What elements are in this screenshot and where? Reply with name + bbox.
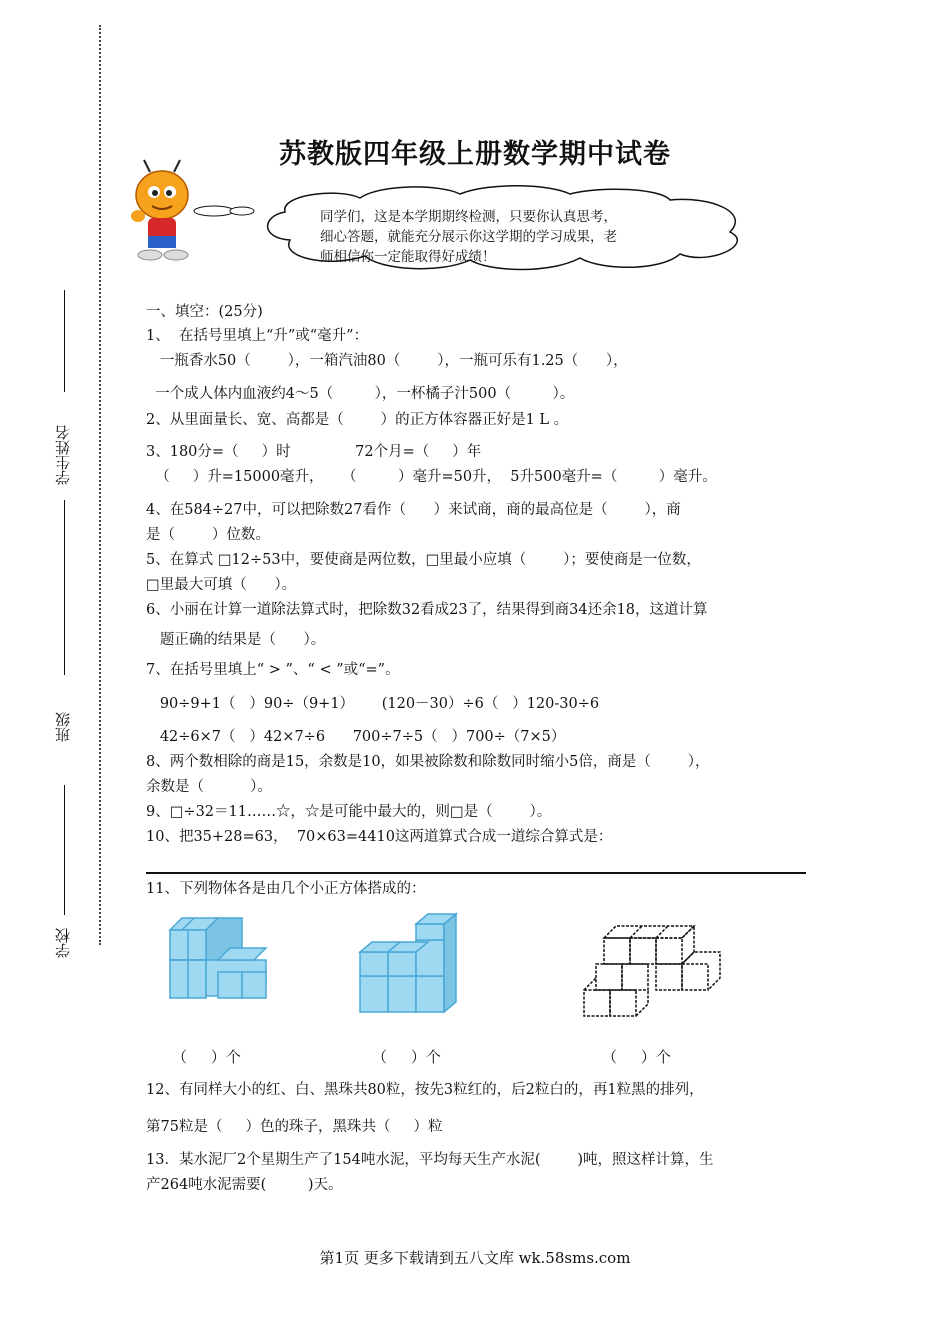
question-3-line: （ ）升=15000毫升， （ ）毫升=50升， 5升500毫升=（ ）毫升。 <box>146 469 717 485</box>
mascot-illustration <box>128 158 198 263</box>
question-8-line: 余数是（ ）。 <box>146 779 272 795</box>
question-12: 12、有同样大小的红、白、黑珠共80粒，按先3粒红的，后2粒白的，再1粒黑的排列， <box>146 1082 704 1098</box>
question-1: 1、 在括号里填上“升”或“毫升”： <box>146 328 369 344</box>
bubble-line: 师相信你一定能取得好成绩！ <box>320 249 496 265</box>
question-9: 9、□÷32＝11……☆，☆是可能中最大的，则□是（ ）。 <box>146 804 552 820</box>
question-4-line: 是（ ）位数。 <box>146 527 270 543</box>
question-8: 8、两个数相除的商是15，余数是10，如果被除数和除数同时缩小5倍，商是（ ）， <box>146 754 710 770</box>
question-6-line: 题正确的结果是（ ）。 <box>146 632 326 648</box>
question-12-line: 第75粒是（ ）色的珠子，黑珠共（ ）粒 <box>146 1119 443 1135</box>
name-line-2 <box>64 500 65 675</box>
question-1-line: 一个成人体内血液约4～5（ ），一杯橘子汁500（ ）。 <box>146 386 575 402</box>
section-heading: 一、填空：(25分) <box>146 304 263 320</box>
cube-figure-1 <box>160 908 275 1013</box>
question-11: 11、下列物体各是由几个小正方体搭成的： <box>146 881 426 897</box>
cube-figure-3 <box>580 922 725 1027</box>
question-4: 4、在584÷27中，可以把除数27看作（ ）来试商，商的最高位是（ ），商 <box>146 502 681 518</box>
question-7-line: 42÷6×7（ ）42×7÷6 700÷7÷5（ ）700÷（7×5） <box>146 729 566 745</box>
question-3: 3、180分=（ ）时 72个月=（ ）年 <box>146 444 482 460</box>
bubble-text <box>320 207 720 267</box>
question-6: 6、小丽在计算一道除法算式时，把除数32看成23了，结果得到商34还余18，这道计算 <box>146 602 708 618</box>
question-1-line: 一瓶香水50（ ），一箱汽油80（ ），一瓶可乐有1.25（ ）， <box>146 353 628 369</box>
bubble-line: 同学们，这是本学期期终检测，只要你认真思考， <box>320 209 617 225</box>
question-2: 2、从里面量长、宽、高都是（ ）的正方体容器正好是1 L 。 <box>146 412 569 428</box>
question-13-line: 产264吨水泥需要( )天。 <box>146 1177 343 1193</box>
class-line <box>64 785 65 915</box>
question-7: 7、在括号里填上“ > ”、“ < ”或“=”。 <box>146 662 400 678</box>
answer-blank-1: （ ）个 <box>172 1048 241 1066</box>
answer-blank-3: （ ）个 <box>602 1048 671 1066</box>
student-name-label: 学生姓名 <box>54 425 72 485</box>
bubble-line: 细心答题，就能充分展示你这学期的学习成果，老 <box>320 229 617 245</box>
page-footer: 第1页 更多下载请到五八文库 wk.58sms.com <box>319 1249 631 1267</box>
answer-line <box>146 872 806 874</box>
class-label: 班级 <box>54 712 72 742</box>
answer-blank-2: （ ）个 <box>372 1048 441 1066</box>
question-5: 5、在算式 □12÷53中，要使商是两位数，□里最小应填（ ）；要使商是一位数， <box>146 552 701 568</box>
school-label: 学校 <box>54 928 72 958</box>
question-7-line: 90÷9+1（ ）90÷（9+1） (120－30）÷6（ ）120-30÷6 <box>146 696 600 712</box>
cube-figure-2 <box>352 910 467 1015</box>
question-5-line: □里最大可填（ ）。 <box>146 577 297 593</box>
question-10: 10、把35+28=63， 70×63=4410这两道算式合成一道综合算式是： <box>146 829 613 845</box>
question-13: 13．某水泥厂2个星期生产了154吨水泥，平均每天生产水泥( )吨，照这样计算，生 <box>146 1152 714 1168</box>
name-line <box>64 290 65 392</box>
page-title: 苏教版四年级上册数学期中试卷 <box>279 139 671 170</box>
